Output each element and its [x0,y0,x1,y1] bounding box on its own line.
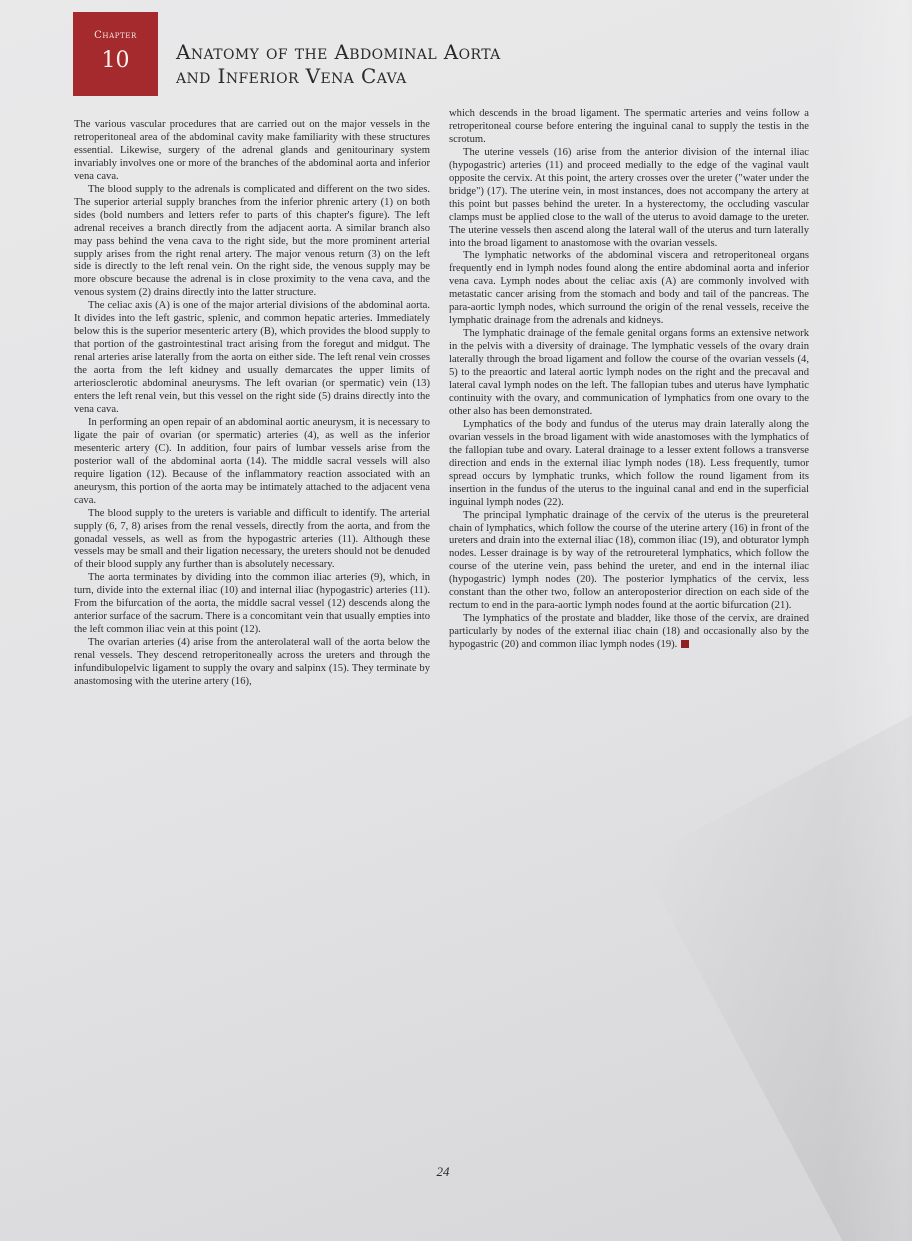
paragraph: The blood supply to the ureters is variable and difficult to identify. The arterial supply (6, 7, 8) arises from the renal vessels, directly from the aorta, and from the gonadal vessels, as well as from the hypogastric arteries (11). Although these vessels may be small and their ligation necessary, the ureters should not be denuded of their blood supply any further than is absolutely necessary. [74,507,430,571]
last-paragraph [449,613,809,652]
chapter-badge [73,12,158,96]
paragraph: The lymphatic networks of the abdominal viscera and retroperitoneal organs frequently end in lymph nodes found along the entire abdominal aorta and inferior vena cava. Lymph nodes about the celiac axis (A) are commonly involved with metastatic cancer arising from the stomach and body and tail of the pancreas. The para-aortic lymph nodes, which surround the origin of the renal vessels, receive the lymphatic drainage from the adrenals and kidneys. [449,250,809,327]
left-column [74,119,430,689]
paragraph: Lymphatics of the body and fundus of the uterus may drain laterally along the ovarian vessels in the broad ligament with wide anastomoses with the lymphatics of the fallopian tube and ovary. Lateral drainage to a lesser extent follows a transverse direction and ends in the external iliac lymph nodes (18). Less frequently, tumor spread occurs by lymphatic trunks, which follow the round ligament from its insertion in the fundus of the uterus to the inguinal canal and end in the superficial inguinal lymph nodes (22). [449,418,809,508]
page-fold-highlight [832,0,912,1241]
paragraph: In performing an open repair of an abdominal aortic aneurysm, it is necessary to ligate the pair of ovarian (or spermatic) arteries (4), as well as the inferior mesenteric artery (C). In addition, four pairs of lumbar vessels arise from the posterior wall of the abdominal aorta (14). The middle sacral vessels will also require ligation (12). Because of the inflammatory reaction associated with an aneurysm, this portion of the aorta may be intimately attached to the adjacent vena cava. [74,416,430,506]
paragraph: The lymphatic drainage of the female genital organs forms an extensive network in the pelvis with a diversity of drainage. The lymphatic vessels of the ovary drain laterally through the broad ligament and follow the course of the ovarian vessels (4, 5) to the preaortic and lateral aortic lymph nodes on the right and the precaval and lateral caval lymph nodes on the left. The fallopian tubes and uterus have lymphatic continuity with the ovary, and communication of lymphatics from one ovary to the other also has been demonstrated. [449,328,809,417]
paragraph: The various vascular procedures that are carried out on the major vessels in the retroperitoneal area of the abdominal cavity make familiarity with these structures essential. Likewise, surgery of the adrenal glands and genitourinary system invariably involves one or more of the branches of the abdominal aorta and inferior vena cava. [74,119,430,182]
chapter-title [176,40,736,88]
chapter-label: Chapter [94,30,137,41]
paragraph: which descends in the broad ligament. The spermatic arteries and veins follow a retroperitoneal course before entering the inguinal canal to supply the testis in the scrotum. [449,108,809,145]
page-number: 24 [436,1164,450,1179]
paragraph: The principal lymphatic drainage of the cervix of the uterus is the preureteral chain of lymphatics, which follow the course of the uterine artery (16) in front of the ureters and drain into the external iliac (18), common iliac (19), and obturator lymph nodes. Lesser drainage is by way of the retroureteral lymphatics, which follow the course of the uterine vein, pass behind the ureter, and end in the internal iliac (hypogastric) lymph nodes (20). The posterior lymphatics of the cervix, less constant than the other two, follow an anteroposterior direction on each side of the rectum to end in the para-aortic lymph nodes found at the aortic bifurcation (21). [449,509,809,612]
chapter-number: 10 [101,48,130,73]
paragraph-text: The lymphatics of the prostate and bladder, like those of the cervix, are drained particularly by nodes of the external iliac chain (18) and occasionally also by the hypogastric (20) and common iliac lymph nodes (19). [449,613,809,651]
paragraph: The aorta terminates by dividing into the common iliac arteries (9), which, in turn, divide into the external iliac (10) and internal iliac (hypogastric) arteries (11). From the bifurcation of the aorta, the middle sacral vessel (12) descends along the anterior surface of the sacrum. There is a concomitant vein that usually empties into the left common iliac vein at this point (12). [74,572,430,636]
right-column [449,108,809,652]
paragraph: The celiac axis (A) is one of the major arterial divisions of the abdominal aorta. It divides into the left gastric, splenic, and common hepatic arteries. Immediately below this is the superior mesenteric artery (B), which provides the blood supply to that portion of the gastrointestinal tract arising from the foregut and midgut. The renal arteries arise laterally from the aorta on either side. The left renal vein crosses the aorta from the left kidney and usually demarcates the upper limits of arteriosclerotic abdominal aneurysms. The left ovarian (or spermatic) vein (13) enters the left renal vein, but this vessel on the right side (5) drains directly into the vena cava. [74,300,430,415]
paragraph: The uterine vessels (16) arise from the anterior division of the internal iliac (hypogastric) arteries (11) and proceed medially to the edge of the vaginal vault opposite the cervix. At this point, the artery crosses over the ureter ("water under the bridge") (17). The uterine vein, in most instances, does not accompany the artery at this point but passes behind the ureter. In a hysterectomy, the occluding vascular clamps must be applied close to the wall of the uterus to avoid damage to the ureter. The uterine vessels then ascend along the lateral wall of the uterus and turn laterally into the broad ligament to anastomose with the ovarian vessels. [449,146,809,249]
end-of-chapter-mark [681,640,689,648]
chapter-title-line-2: and Inferior Vena Cava [176,64,407,88]
paragraph: The blood supply to the adrenals is complicated and different on the two sides. The superior arterial supply branches from the inferior phrenic artery (1) on both sides (bold numbers and letters refer to parts of this chapter's figure). The left adrenal receives a branch directly from the adjacent aorta. A similar branch also may pass behind the vena cava to the right side, but the more prominent arterial supply arises from the right renal artery. The major venous return (3) on the left side is directly to the left renal vein. On the right side, the venous supply may be more obscure because the adrenal is in close proximity to the vena cava, and the venous system (2) drains directly into the latter structure. [74,183,430,299]
paragraph: The ovarian arteries (4) arise from the anterolateral wall of the aorta below the renal vessels. They descend retroperitoneally across the ureters and through the infundibulopelvic ligament to supply the ovary and salpinx (15). They terminate by anastomosing with the uterine artery (16), [74,637,430,687]
chapter-title-line-1: Anatomy of the Abdominal Aorta [176,40,501,64]
